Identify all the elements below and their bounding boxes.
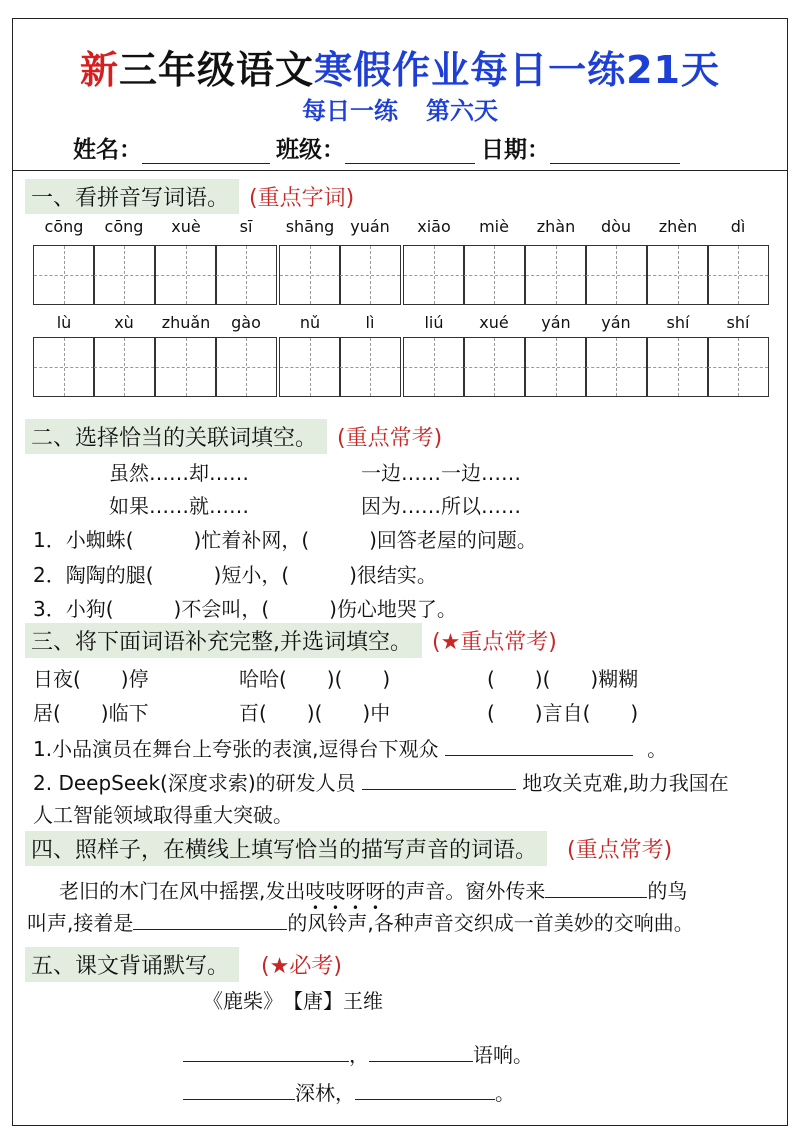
answer-blank[interactable] [545, 876, 647, 898]
idiom-item[interactable]: 日夜( )停 [33, 667, 149, 691]
writing-box[interactable] [279, 337, 341, 397]
answer-blank[interactable] [133, 908, 287, 930]
pinyin-label: cōng [44, 217, 84, 236]
writing-box[interactable] [463, 245, 525, 305]
section-4-heading [25, 831, 672, 866]
pinyin-label: miè [479, 217, 509, 236]
writing-box[interactable] [215, 337, 277, 397]
pinyin-label: yán [541, 313, 571, 332]
pinyin-label: dòu [600, 217, 632, 236]
conjunction-option: 如果……就…… [109, 494, 249, 518]
section-1-title: 一、看拼音写词语。 [25, 179, 239, 214]
poem-title: 《鹿柴》 【唐】王维 [203, 989, 383, 1013]
writing-box[interactable] [647, 337, 709, 397]
writing-box[interactable] [707, 245, 769, 305]
section-5-title: 五、课文背诵默写。 [25, 947, 239, 982]
student-info-row [73, 131, 686, 164]
pinyin-label: shí [666, 313, 690, 332]
writing-box[interactable] [585, 245, 647, 305]
writing-box[interactable] [93, 337, 155, 397]
title-part-new: 新 [80, 48, 120, 92]
idiom-item[interactable]: 居( )临下 [33, 701, 149, 725]
pinyin-label: yán [601, 313, 631, 332]
writing-box[interactable] [403, 337, 465, 397]
idiom-item[interactable]: 哈哈( )( ) [239, 667, 391, 691]
pinyin-label: nǔ [299, 313, 321, 332]
conjunction-option: 因为……所以…… [361, 494, 521, 518]
worksheet-page [12, 18, 788, 1126]
answer-blank[interactable] [183, 1078, 295, 1100]
pinyin-label: xiāo [417, 217, 451, 236]
writing-box[interactable] [33, 337, 95, 397]
pinyin-label: dì [730, 217, 746, 236]
writing-box[interactable] [155, 337, 217, 397]
section-2-heading [25, 419, 442, 454]
section-4-title: 四、照样子，在横线上填写恰当的描写声音的词语。 [25, 831, 547, 866]
answer-blank[interactable] [355, 1078, 495, 1100]
sound-paragraph-line-2 [27, 907, 694, 936]
name-field[interactable] [142, 138, 270, 164]
writing-box[interactable] [525, 337, 587, 397]
section-3-note: (★重点常考) [432, 630, 557, 655]
pinyin-label: zhèn [658, 217, 698, 236]
name-label: 姓名： [73, 137, 142, 163]
sound-text-2: 的声音。窗外传来 [385, 879, 546, 903]
question-3-1 [33, 733, 667, 762]
question-2-3[interactable]: 3．小狗( )不会叫，( )伤心地哭了。 [33, 597, 457, 621]
section-3-heading [25, 623, 557, 658]
pinyin-label: gào [231, 313, 261, 332]
title-part-grade: 三年级语文 [119, 48, 315, 92]
pinyin-label: liú [424, 313, 444, 332]
writing-box[interactable] [463, 337, 525, 397]
section-2-title: 二、选择恰当的关联词填空。 [25, 419, 327, 454]
writing-box[interactable] [215, 245, 277, 305]
pinyin-label: cōng [104, 217, 144, 236]
pinyin-label: zhuǎn [161, 313, 211, 332]
writing-box[interactable] [403, 245, 465, 305]
writing-box[interactable] [647, 245, 709, 305]
class-field[interactable] [345, 138, 475, 164]
poem-comma: ， [349, 1043, 369, 1067]
section-4-note: (重点常考) [567, 838, 673, 863]
sound-text-1: 老旧的木门在风中摇摆,发出 [59, 879, 306, 903]
question-3-2-cont: 人工智能领域取得重大突破。 [33, 803, 293, 827]
section-1-heading [25, 179, 354, 214]
date-field[interactable] [550, 138, 680, 164]
poem-text: 深林， [295, 1081, 355, 1105]
sound-text-4: 叫声,接着是 [27, 911, 134, 935]
writing-box[interactable] [279, 245, 341, 305]
writing-box[interactable] [155, 245, 217, 305]
dotted-char: 呀 [345, 879, 366, 903]
poem-line-2 [183, 1077, 515, 1106]
title-part-homework: 寒假作业每日一练21天 [314, 48, 720, 92]
question-3-2-text: 2. DeepSeek(深度求索)的研发人员 [33, 771, 356, 795]
writing-box[interactable] [339, 245, 401, 305]
pinyin-label: lù [56, 313, 72, 332]
dotted-char: 呀 [365, 879, 386, 903]
dotted-char: 吱 [305, 879, 326, 903]
pinyin-label: zhàn [536, 217, 576, 236]
section-5-heading [25, 947, 342, 982]
question-3-1-text: 1.小品演员在舞台上夸张的表演,逗得台下观众 [33, 737, 439, 761]
question-3-1-end: 。 [647, 737, 668, 761]
poem-text: 语响。 [473, 1043, 533, 1067]
question-3-2 [33, 767, 729, 796]
answer-blank[interactable] [183, 1040, 349, 1062]
writing-box[interactable] [33, 245, 95, 305]
question-3-2-text-b: 地攻关克难,助力我国在 [522, 771, 729, 795]
section-5-note: (★必考) [261, 954, 342, 979]
pinyin-label: xuè [171, 217, 201, 236]
dotted-char: 吱 [325, 879, 346, 903]
section-2-note: (重点常考) [337, 426, 443, 451]
poem-end: 。 [495, 1081, 515, 1105]
idiom-item[interactable]: ( )( )糊糊 [487, 667, 639, 691]
page-title [13, 39, 787, 94]
poem-line-1 [183, 1039, 533, 1068]
pinyin-label: xù [114, 313, 134, 332]
subtitle-daily: 每日一练 [302, 97, 398, 125]
section-3-title: 三、将下面词语补充完整,并选词填空。 [25, 623, 422, 658]
writing-box[interactable] [339, 337, 401, 397]
question-2-1[interactable]: 1．小蜘蛛( )忙着补网，( )回答老屋的问题。 [33, 528, 537, 552]
idiom-item[interactable]: 百( )( )中 [239, 701, 391, 725]
page-subtitle [13, 91, 787, 126]
worksheet-header [13, 19, 787, 171]
answer-blank[interactable] [445, 734, 633, 756]
pinyin-label: lì [365, 313, 375, 332]
pinyin-label: shí [726, 313, 750, 332]
answer-blank[interactable] [362, 768, 516, 790]
pinyin-label: shāng [285, 217, 335, 236]
writing-box[interactable] [525, 245, 587, 305]
writing-box[interactable] [585, 337, 647, 397]
sound-text-5: 的风铃声,各种声音交织成一首美妙的交响曲。 [287, 911, 694, 935]
idiom-item[interactable]: ( )言自( ) [487, 701, 639, 725]
sound-text-3: 的鸟 [647, 879, 688, 903]
conjunction-option: 一边……一边…… [361, 461, 521, 485]
class-label: 班级： [276, 137, 345, 163]
writing-box[interactable] [707, 337, 769, 397]
writing-box[interactable] [93, 245, 155, 305]
pinyin-label: xué [479, 313, 509, 332]
conjunction-option: 虽然……却…… [109, 461, 249, 485]
pinyin-label: yuán [350, 217, 390, 236]
answer-blank[interactable] [369, 1040, 473, 1062]
section-1-note: (重点字词) [249, 186, 355, 211]
pinyin-label: sī [239, 217, 253, 236]
question-2-2[interactable]: 2．陶陶的腿( )短小，( )很结实。 [33, 563, 437, 587]
subtitle-day: 第六天 [426, 97, 498, 125]
date-label: 日期： [481, 137, 550, 163]
sound-paragraph-line-1 [59, 875, 687, 904]
